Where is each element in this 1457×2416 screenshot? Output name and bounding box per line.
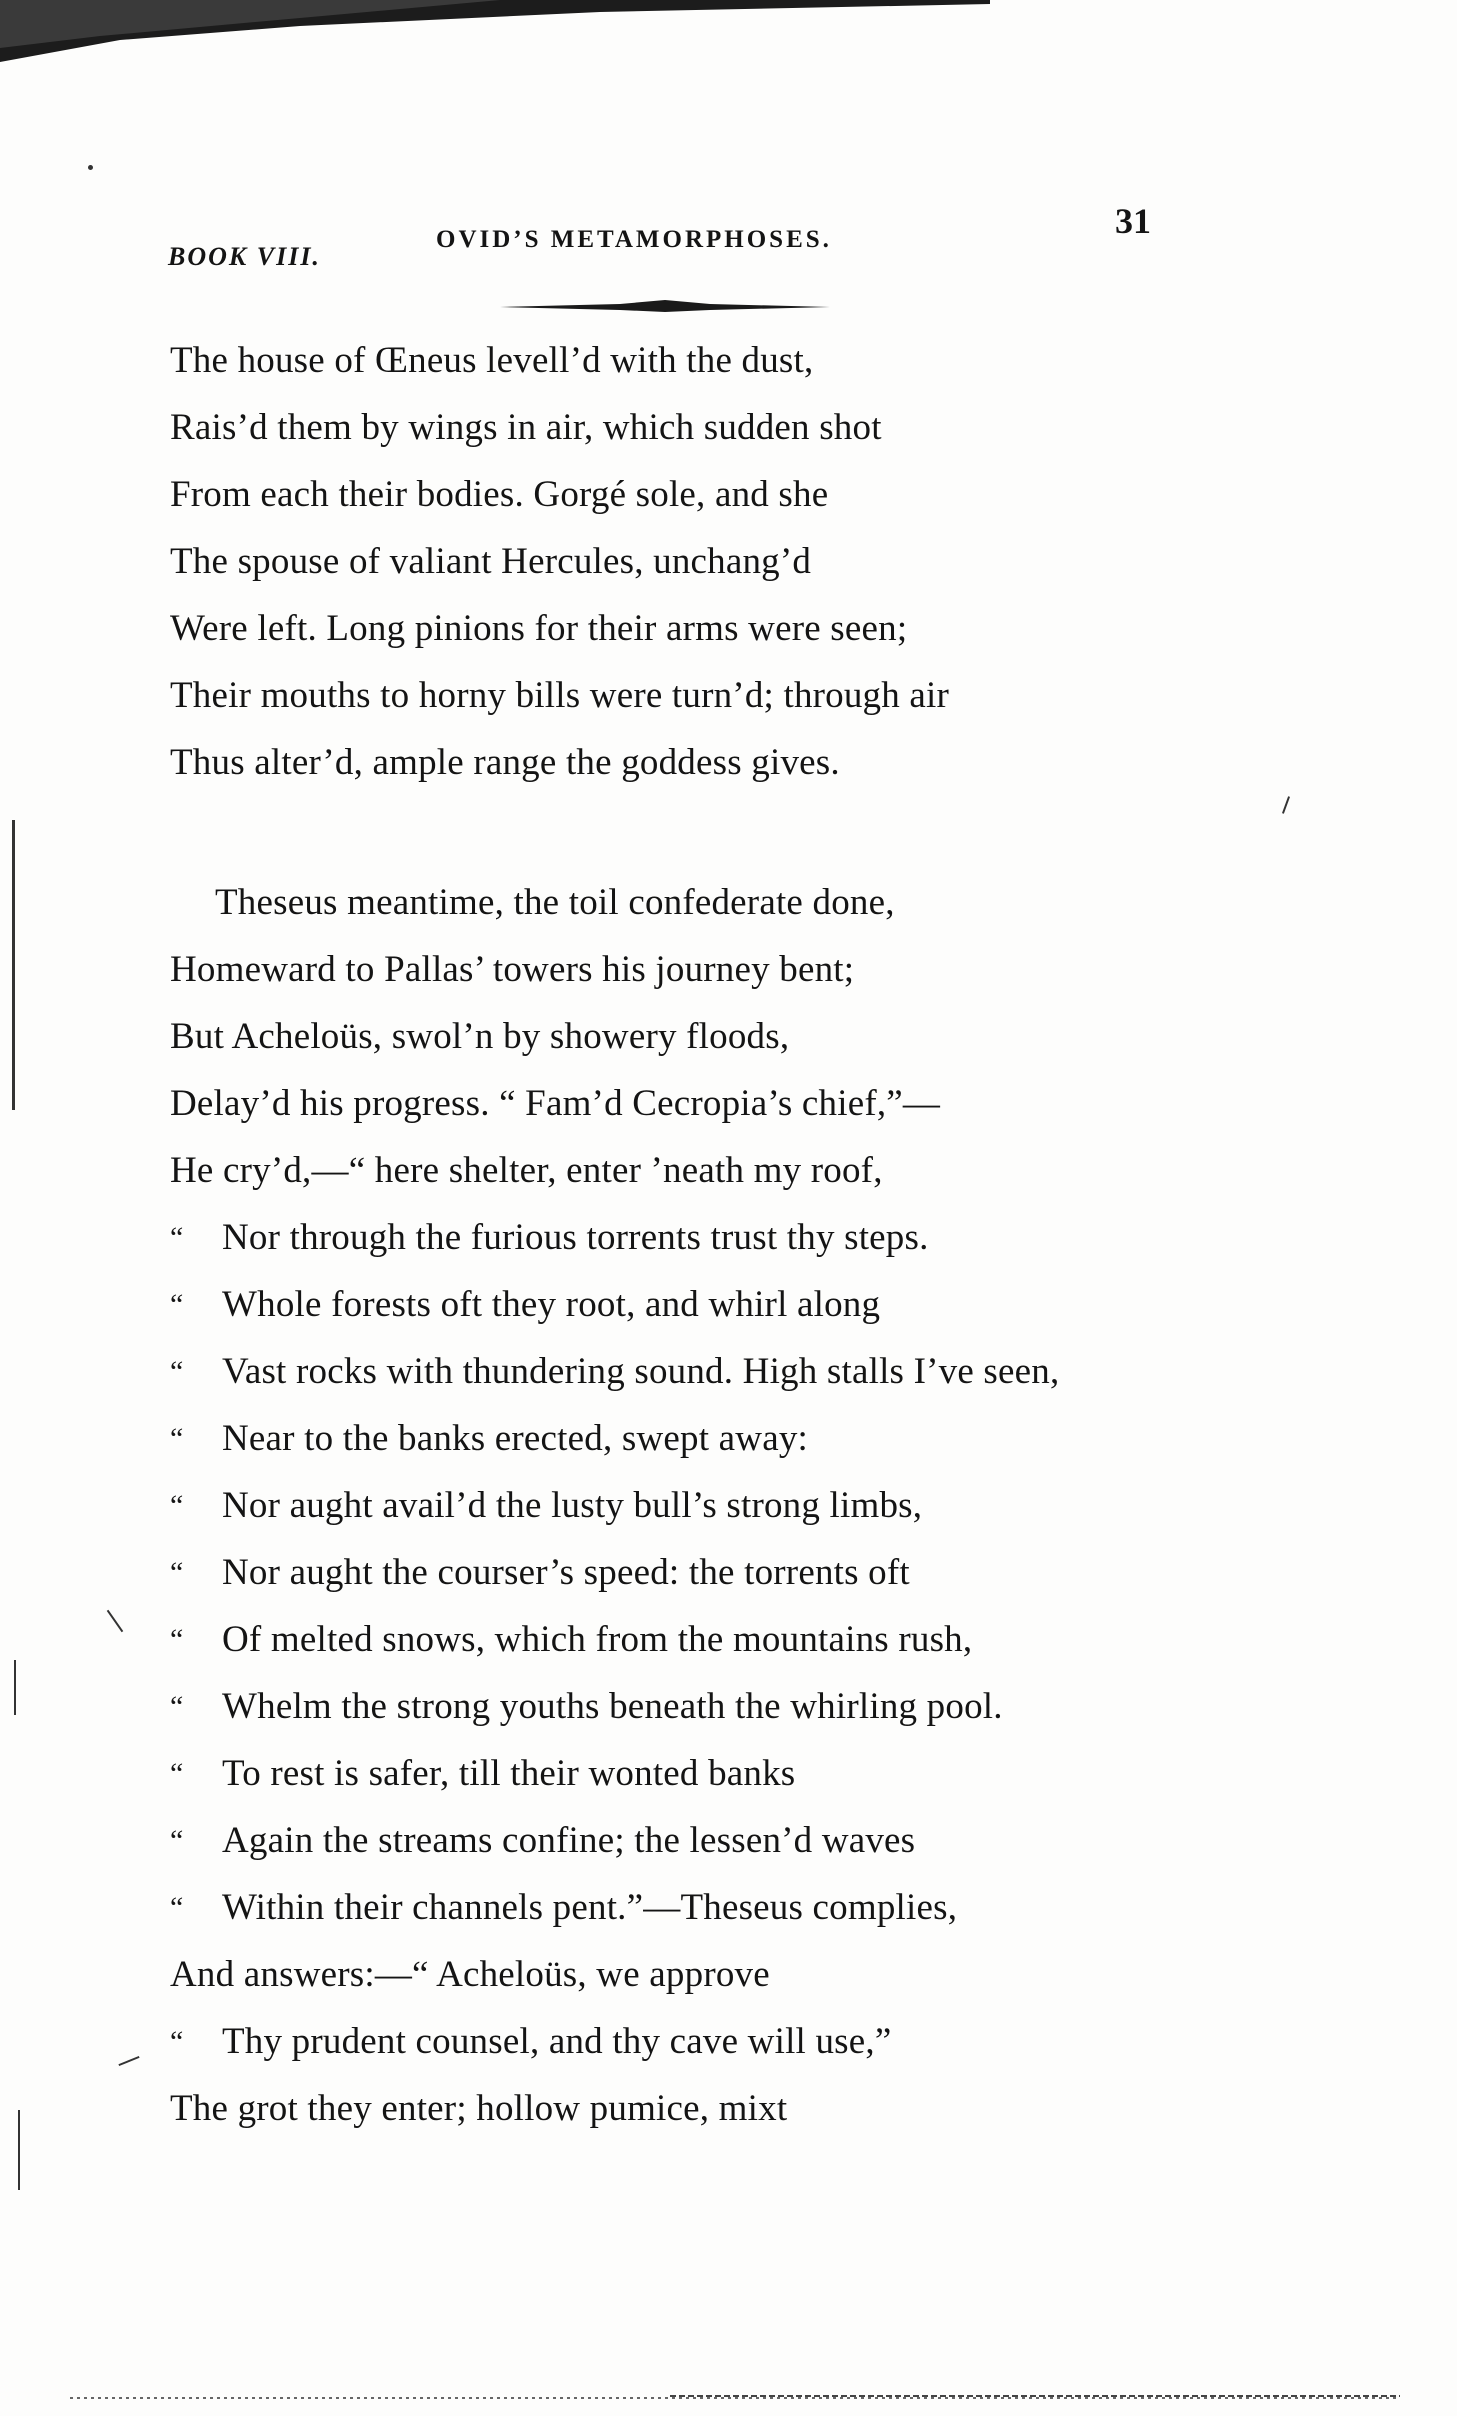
verse-line [170,1818,1059,1885]
margin-mark [107,1610,124,1632]
verse-text: Were left. Long pinions for their arms were seen; [170,608,908,649]
margin-mark [88,165,93,170]
verse-text: Thy prudent counsel, and thy cave will use,” [222,2021,892,2062]
verse-line [170,1215,1059,1282]
margin-mark [1282,796,1290,814]
verse-text: Near to the banks erected, swept away: [222,1418,808,1459]
verse-line [170,1952,1059,2019]
verse-line [170,1885,1059,1952]
verse-text: Theseus meantime, the toil confederate done, [215,882,895,923]
margin-mark [14,1660,16,1715]
quote-mark: “ [170,1288,184,1321]
verse-line [170,1550,1059,1617]
quote-mark: “ [170,1422,184,1455]
verse-text: Thus alter’d, ample range the goddess gives. [170,742,840,783]
verse-text: Rais’d them by wings in air, which sudden shot [170,407,882,448]
verse-line [170,1081,1059,1148]
stanza-two [170,880,1059,2153]
verse-line [170,1148,1059,1215]
quote-mark: “ [170,1221,184,1254]
verse-text: Vast rocks with thundering sound. High stalls I’ve seen, [222,1351,1060,1392]
verse-line [170,1684,1059,1751]
running-head-book: BOOK VIII. [168,242,321,271]
running-head-title: OVID’S METAMORPHOSES. [436,226,832,253]
verse-line [170,539,949,606]
verse-text: The spouse of valiant Hercules, unchang’d [170,541,812,582]
verse-text: Nor through the furious torrents trust thy steps. [222,1217,929,1258]
verse-text: Delay’d his progress. “ Fam’d Cecropia’s chief,”— [170,1083,941,1124]
verse-line [170,472,949,539]
verse-text: To rest is safer, till their wonted banks [222,1753,796,1794]
verse-text: Nor aught the courser’s speed: the torrents oft [222,1552,910,1593]
quote-mark: “ [170,1690,184,1723]
quote-mark: “ [170,2025,184,2058]
verse-text: Whole forests oft they root, and whirl along [222,1284,881,1325]
verse-line [170,1617,1059,1684]
verse-line [170,338,949,405]
page-number: 31 [1115,201,1151,241]
page-bottom-edge [70,2390,1400,2404]
verse-line [170,1014,1059,1081]
verse-line [170,1751,1059,1818]
stanza-one [170,338,949,807]
verse-text: The house of Œneus levell’d with the dust, [170,340,814,381]
verse-line [170,1349,1059,1416]
verse-line [170,2019,1059,2086]
verse-line [170,880,1059,947]
verse-line [170,2086,1059,2153]
verse-text: Whelm the strong youths beneath the whirling pool. [222,1686,1003,1727]
quote-mark: “ [170,1623,184,1656]
verse-line [170,740,949,807]
quote-mark: “ [170,1757,184,1790]
verse-line [170,405,949,472]
verse-text: Homeward to Pallas’ towers his journey bent; [170,949,855,990]
verse-text: From each their bodies. Gorgé sole, and she [170,474,829,515]
quote-mark: “ [170,1891,184,1924]
verse-line [170,1483,1059,1550]
verse-text: Nor aught avail’d the lusty bull’s strong limbs, [222,1485,923,1526]
quote-mark: “ [170,1489,184,1522]
scan-shadow-strip [0,0,990,64]
margin-mark [18,2110,20,2190]
verse-text: He cry’d,—“ here shelter, enter ’neath my roof, [170,1150,883,1191]
verse-line [170,673,949,740]
verse-line [170,606,949,673]
quote-mark: “ [170,1824,184,1857]
verse-text: The grot they enter; hollow pumice, mixt [170,2088,788,2129]
margin-mark [118,2056,139,2066]
header-rule [500,300,830,314]
quote-mark: “ [170,1355,184,1388]
margin-mark [12,820,15,1110]
verse-line [170,1416,1059,1483]
verse-line [170,947,1059,1014]
verse-text: Within their channels pent.”—Theseus complies, [222,1887,958,1928]
quote-mark: “ [170,1556,184,1589]
verse-text: Of melted snows, which from the mountains rush, [222,1619,973,1660]
verse-text: And answers:—“ Acheloüs, we approve [170,1954,770,1995]
verse-text: Their mouths to horny bills were turn’d; through air [170,675,950,716]
verse-text: Again the streams confine; the lessen’d waves [222,1820,916,1861]
verse-text: But Acheloüs, swol’n by showery floods, [170,1016,790,1057]
verse-line [170,1282,1059,1349]
